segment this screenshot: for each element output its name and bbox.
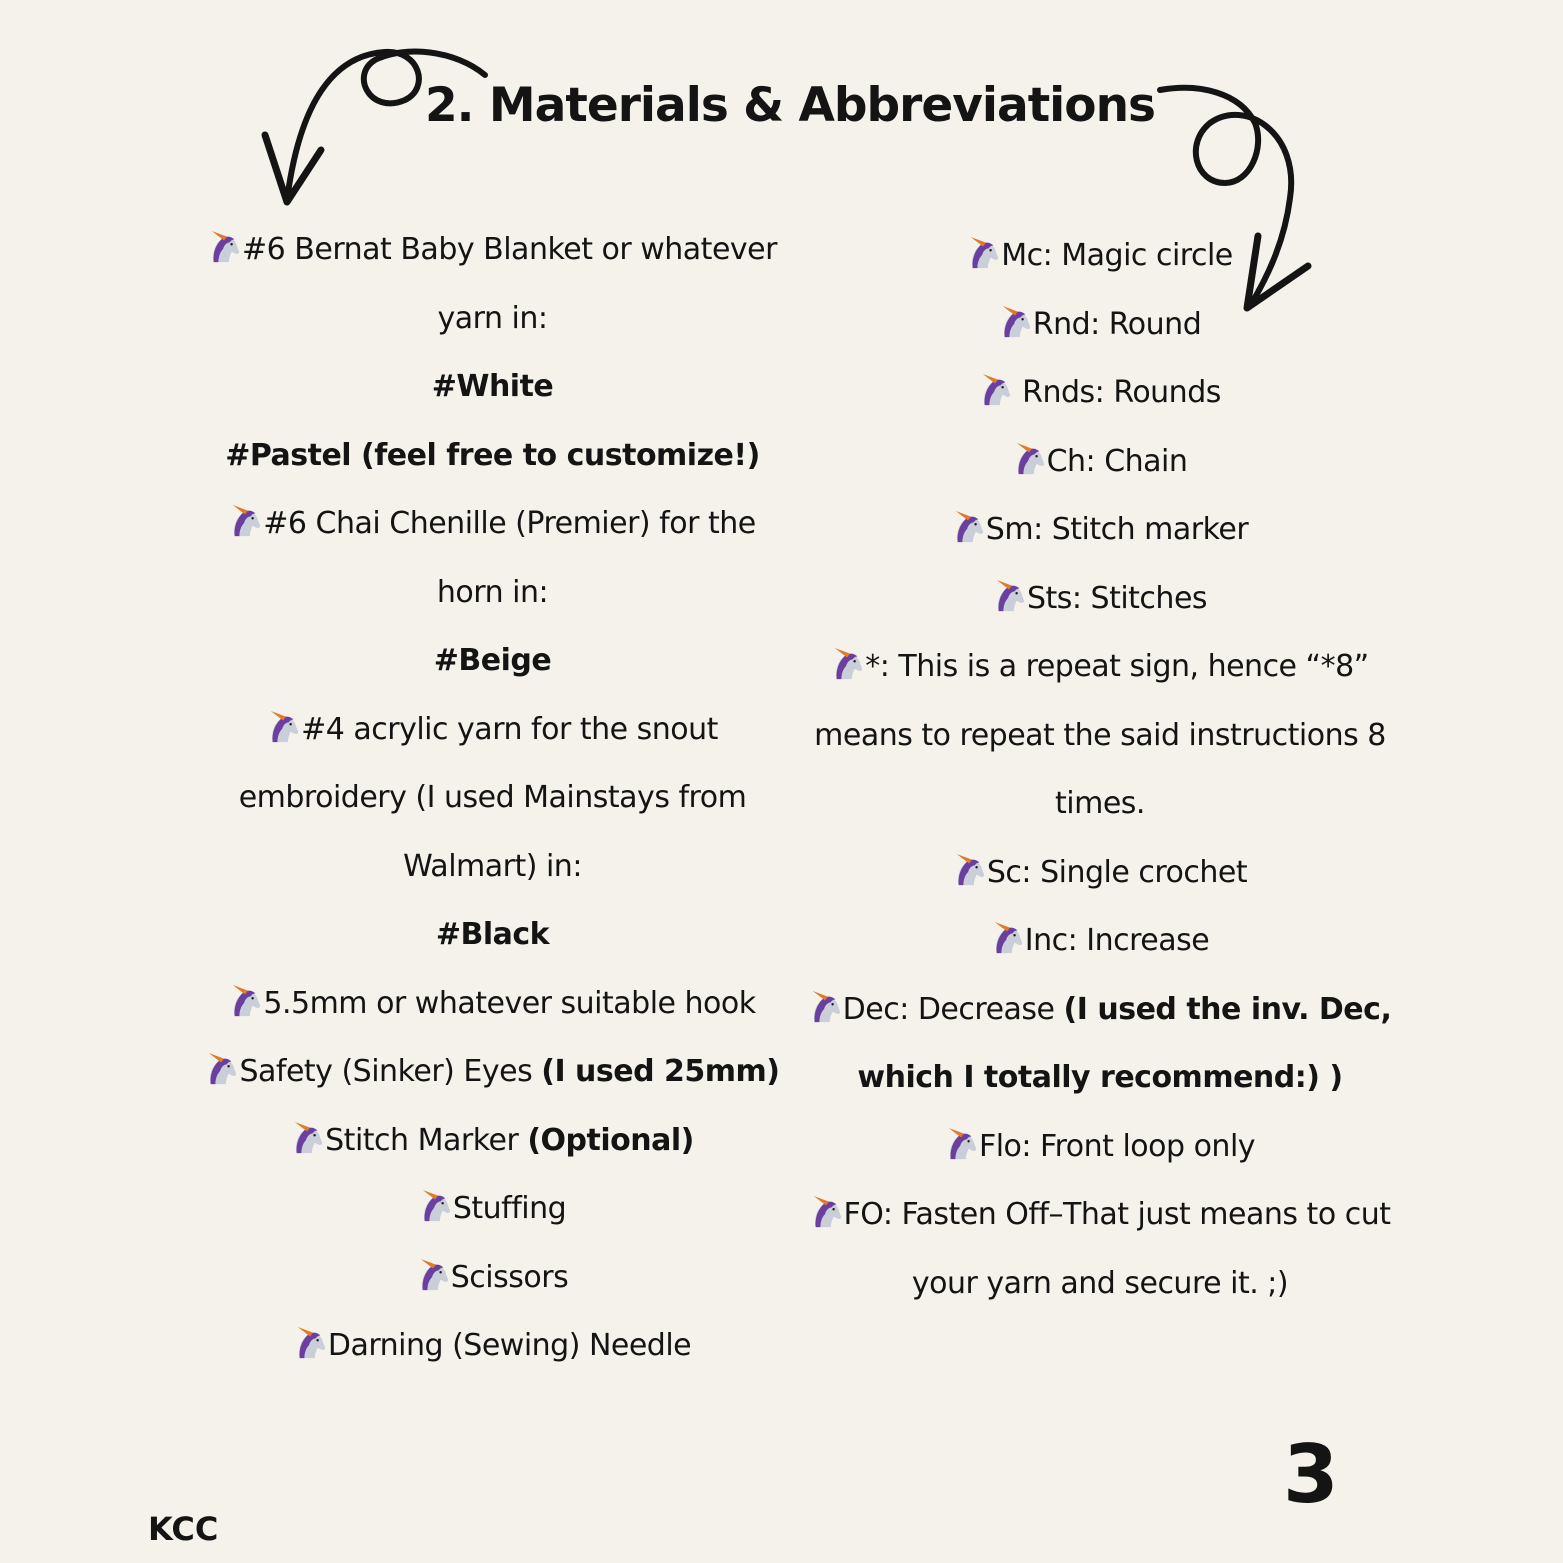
unicorn-icon xyxy=(810,1195,844,1231)
unicorn-icon xyxy=(294,1326,328,1362)
list-item: #White xyxy=(431,369,554,404)
unicorn-icon xyxy=(953,853,987,889)
page-number: 3 xyxy=(1283,1428,1339,1521)
list-item: Stuffing xyxy=(180,1175,805,1244)
unicorn-icon xyxy=(979,373,1013,409)
unicorn-icon xyxy=(1013,442,1047,478)
unicorn-icon xyxy=(993,579,1027,615)
materials-list xyxy=(180,216,805,1381)
list-item: Mc: Magic circle xyxy=(790,222,1410,291)
list-item: #4 acrylic yarn for the snout embroidery (I used Mainstays from Walmart) in: xyxy=(238,711,747,884)
list-item: #Beige xyxy=(433,643,552,678)
list-item: Rnd: Round xyxy=(790,291,1410,360)
list-item: Rnds: Rounds xyxy=(790,359,1410,428)
page-title: 2. Materials & Abbreviations xyxy=(424,78,1156,133)
unicorn-icon xyxy=(419,1189,453,1225)
list-item: *: This is a repeat sign, hence “*8” means to repeat the said instructions 8 times. xyxy=(814,649,1386,821)
list-item: Stitch Marker (Optional) xyxy=(180,1107,805,1176)
list-item: #Pastel (feel free to customize!) xyxy=(225,437,760,473)
unicorn-icon xyxy=(291,1121,325,1157)
unicorn-icon xyxy=(417,1258,451,1294)
abbreviations-list xyxy=(790,222,1410,1318)
unicorn-icon xyxy=(229,504,263,540)
unicorn-icon xyxy=(952,510,986,546)
unicorn-icon xyxy=(229,984,263,1020)
list-item: Flo: Front loop only xyxy=(790,1113,1410,1182)
unicorn-icon xyxy=(999,305,1033,341)
brand-mark: KCC xyxy=(148,1510,219,1548)
unicorn-icon xyxy=(945,1127,979,1163)
list-item: #6 Chai Chenille (Premier) for the horn in: xyxy=(180,490,805,627)
unicorn-icon xyxy=(208,230,242,266)
list-item: Inc: Increase xyxy=(790,907,1410,976)
unicorn-icon xyxy=(205,1052,239,1088)
list-item: #Black xyxy=(435,917,550,952)
unicorn-icon xyxy=(831,647,865,683)
unicorn-icon xyxy=(967,236,1001,272)
list-item: Sc: Single crochet xyxy=(790,839,1410,908)
list-item: #6 Bernat Baby Blanket or whatever yarn in: xyxy=(180,216,805,353)
list-item: Dec: Decrease (I used the inv. Dec, which I totally recommend:) ) xyxy=(790,976,1410,1113)
list-item: Safety (Sinker) Eyes (I used 25mm) xyxy=(180,1038,805,1107)
list-item: Scissors xyxy=(180,1244,805,1313)
unicorn-icon xyxy=(991,921,1025,957)
unicorn-icon xyxy=(809,990,843,1026)
unicorn-icon xyxy=(267,710,301,746)
list-item: FO: Fasten Off–That just means to cut your yarn and secure it. ;) xyxy=(790,1181,1410,1318)
list-item: Sts: Stitches xyxy=(790,565,1410,634)
list-item: Sm: Stitch marker xyxy=(790,496,1410,565)
list-item: 5.5mm or whatever suitable hook xyxy=(180,970,805,1039)
list-item: Ch: Chain xyxy=(790,428,1410,497)
list-item: Darning (Sewing) Needle xyxy=(180,1312,805,1381)
